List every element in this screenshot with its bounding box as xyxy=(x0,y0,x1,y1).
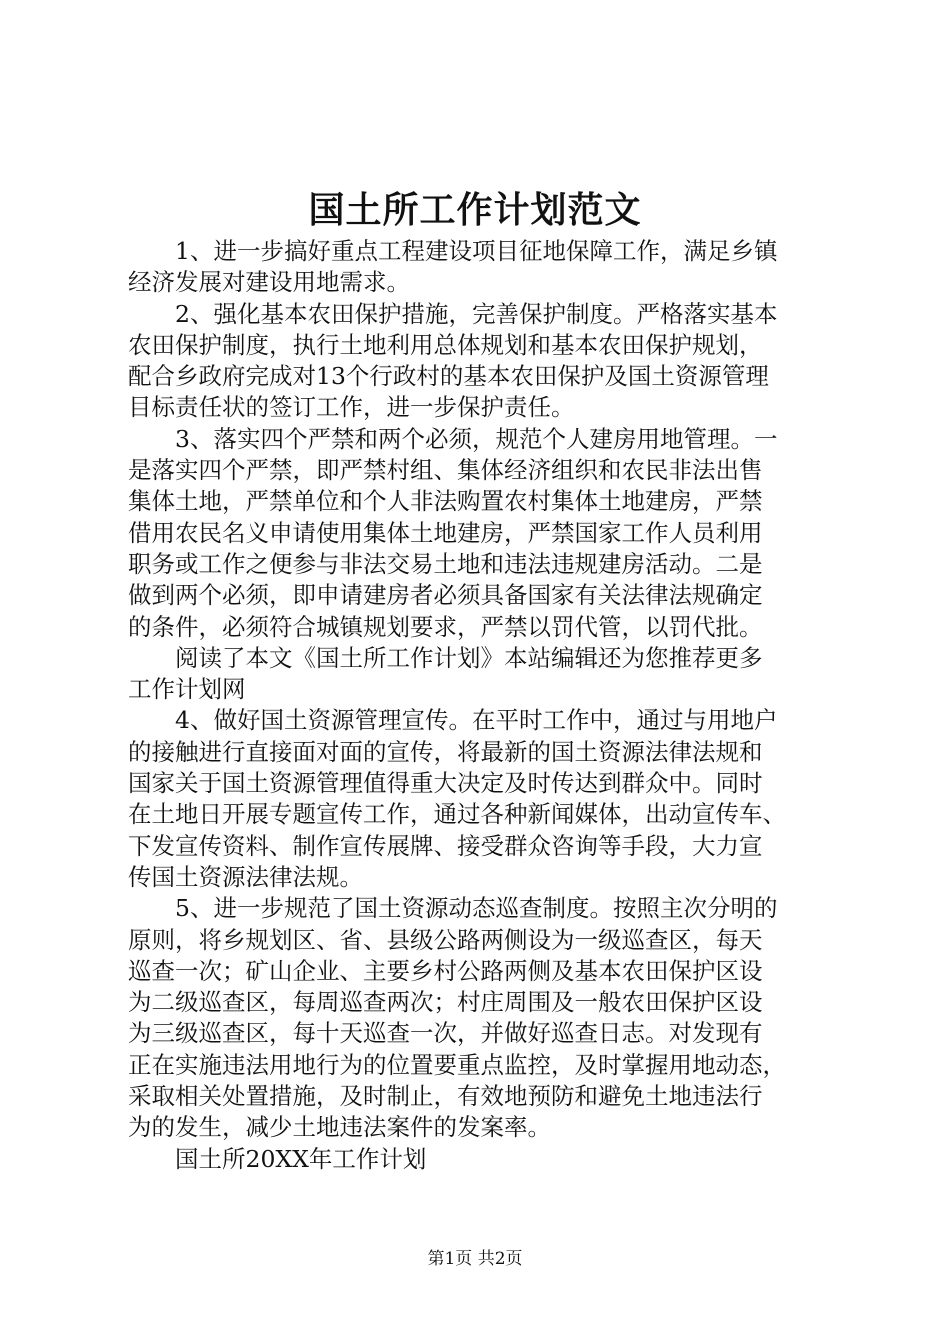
body-line: 巡查一次；矿山企业、主要乡村公路两侧及基本农田保护区设 xyxy=(128,956,763,985)
body-line: 4、做好国土资源管理宣传。在平时工作中，通过与用地户 xyxy=(128,706,778,735)
body-line: 国家关于国土资源管理值得重大决定及时传达到群众中。同时 xyxy=(128,769,763,798)
body-line: 的条件，必须符合城镇规划要求，严禁以罚代管，以罚代批。 xyxy=(128,612,763,641)
body-line: 国土所20XX年工作计划 xyxy=(128,1144,427,1173)
body-line: 农田保护制度，执行土地利用总体规划和基本农田保护规划， xyxy=(128,330,763,359)
body-line: 经济发展对建设用地需求。 xyxy=(128,268,410,297)
body-line: 为三级巡查区，每十天巡查一次，并做好巡查日志。对发现有 xyxy=(128,1019,763,1048)
body-line: 3、落实四个严禁和两个必须，规范个人建房用地管理。一 xyxy=(128,424,778,453)
document-title: 国土所工作计划范文 xyxy=(308,189,642,231)
body-line: 工作计划网 xyxy=(128,675,246,704)
body-line: 采取相关处置措施，及时制止，有效地预防和避免土地违法行 xyxy=(128,1082,763,1111)
body-line: 1、进一步搞好重点工程建设项目征地保障工作，满足乡镇 xyxy=(128,237,778,265)
body-line: 在土地日开展专题宣传工作，通过各种新闻媒体，出动宣传车、 xyxy=(128,800,786,829)
body-line: 正在实施违法用地行为的位置要重点监控，及时掌握用地动态， xyxy=(128,1050,786,1079)
page-footer: 第1页 共2页 xyxy=(427,1249,523,1269)
body-line: 原则，将乡规划区、省、县级公路两侧设为一级巡查区，每天 xyxy=(128,925,763,954)
body-line: 传国土资源法律法规。 xyxy=(128,862,363,891)
document-body xyxy=(128,236,828,1175)
body-line: 5、进一步规范了国土资源动态巡查制度。按照主次分明的 xyxy=(128,894,778,923)
body-line: 2、强化基本农田保护措施，完善保护制度。严格落实基本 xyxy=(128,299,778,328)
body-line: 做到两个必须，即申请建房者必须具备国家有关法律法规确定 xyxy=(128,581,763,610)
body-line: 下发宣传资料、制作宣传展牌、接受群众咨询等手段，大力宣 xyxy=(128,831,763,860)
body-line: 职务或工作之便参与非法交易土地和违法违规建房活动。二是 xyxy=(128,549,763,578)
body-line: 为的发生，减少土地违法案件的发案率。 xyxy=(128,1113,551,1142)
body-line: 是落实四个严禁，即严禁村组、集体经济组织和农民非法出售 xyxy=(128,456,763,485)
body-line: 为二级巡查区，每周巡查两次；村庄周围及一般农田保护区设 xyxy=(128,988,763,1017)
body-line: 配合乡政府完成对13个行政村的基本农田保护及国土资源管理 xyxy=(128,362,769,391)
body-line: 目标责任状的签订工作，进一步保护责任。 xyxy=(128,393,575,422)
body-line: 集体土地，严禁单位和个人非法购置农村集体土地建房，严禁 xyxy=(128,487,763,516)
body-line: 阅读了本文《国土所工作计划》本站编辑还为您推荐更多 xyxy=(128,643,763,672)
body-line: 借用农民名义申请使用集体土地建房，严禁国家工作人员利用 xyxy=(128,518,763,547)
body-line: 的接触进行直接面对面的宣传，将最新的国土资源法律法规和 xyxy=(128,737,763,766)
